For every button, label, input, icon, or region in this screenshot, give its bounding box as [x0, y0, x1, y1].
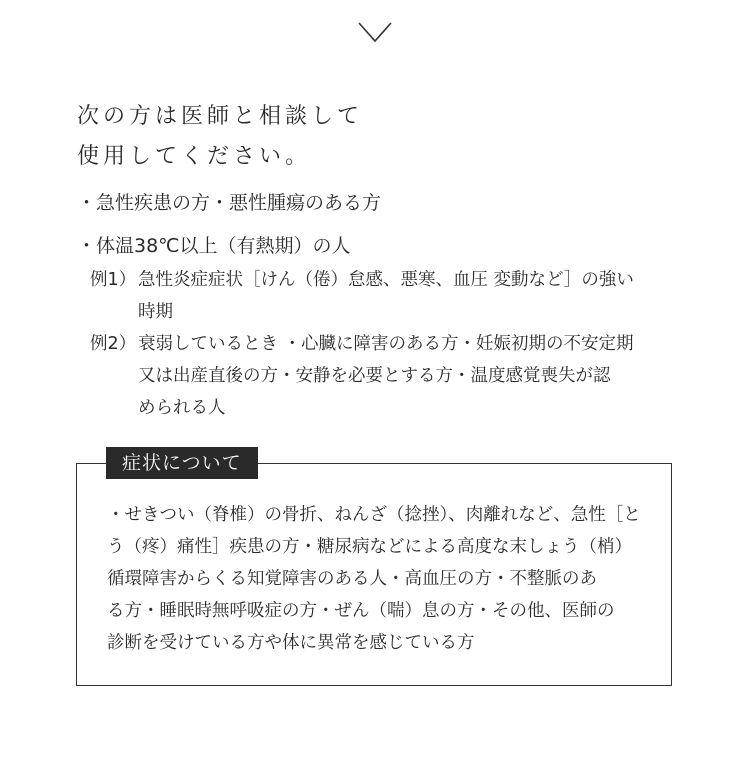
example-2-line-2: 又は出産直後の方・安静を必要とする方・温度感覚喪失が認 [138, 366, 611, 386]
page-heading [77, 97, 363, 177]
symptoms-note-line-5: 診断を受けている方や体に異常を感じている方 [107, 633, 475, 653]
bullet-fever: ・体温38℃以上（有熱期）の人 [77, 235, 351, 257]
heading-line-1: 次の方は医師と相談して [77, 104, 364, 129]
symptoms-note-title: 症状について [106, 447, 258, 479]
example-2-line-3: められる人 [138, 398, 226, 418]
heading-line-2: 使用してください。 [77, 144, 312, 169]
example-2-line-1: 衰弱しているとき ・心臓に障害のある方・妊娠初期の不安定期 [138, 334, 634, 354]
symptoms-note-line-2: う（疼）痛性］疾患の方・糖尿病などによる高度な末しょう（梢） [107, 537, 632, 557]
example-1-line-1: 急性炎症症状［けん（倦）怠感、悪寒、血圧 変動など］の強い [138, 270, 634, 290]
chevron-down-icon[interactable] [357, 20, 393, 44]
symptoms-note-line-3: 循環障害からくる知覚障害のある人・高血圧の方・不整脈のあ [107, 569, 597, 589]
example-1-line-2: 時期 [138, 302, 173, 322]
example-2-label: 例2） [90, 334, 137, 354]
symptoms-note-line-4: る方・睡眠時無呼吸症の方・ぜん（喘）息の方・その他、医師の [107, 601, 615, 621]
bullet-acute-disease: ・急性疾患の方・悪性腫瘍のある方 [77, 192, 382, 214]
example-1-label: 例1） [90, 270, 137, 290]
symptoms-note-text [107, 499, 641, 659]
symptoms-note-line-1: ・せきつい（脊椎）の骨折、ねんざ（捻挫）、肉離れなど、急性［と [107, 505, 641, 525]
